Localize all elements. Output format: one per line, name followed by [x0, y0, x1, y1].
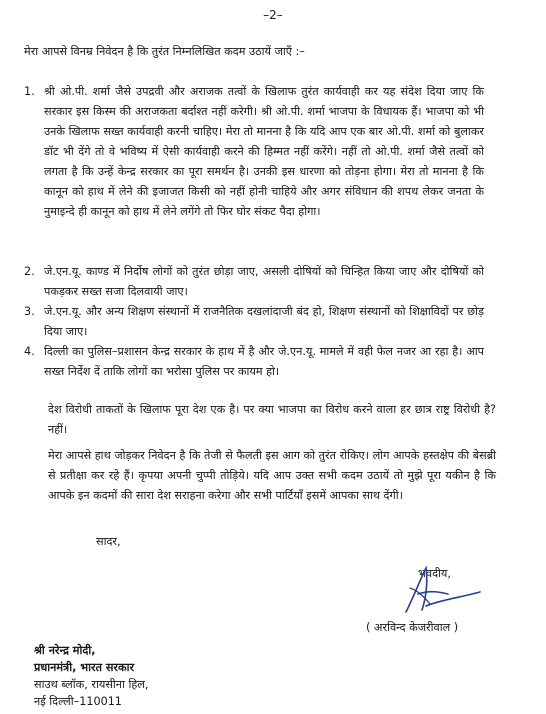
item-number-4: 4. [24, 345, 35, 358]
item-number-2: 2. [24, 265, 35, 278]
addressee-address-line2: नई दिल्ली–110011 [34, 695, 122, 708]
list-item-1: श्री ओ.पी. शर्मा जैसे उपद्रवी और अराजक तत्वों के खिलाफ तुरंत कार्यवाही कर यह संदेश दिया जाए कि सरकार इस किस्म की अराजकता बर्दाश्त नहीं करेगी। श्री ओ.पी. शर्मा भाजपा के विधायक हैं। भाजपा को भी उनके खिलाफ सख्त कार्यवाही करनी चाहिए। मेरा तो मानना है कि यदि आप एक बार ओ.पी. शर्मा को बुलाकर डॉट भी देंगे तो वे भविष्य में ऐसी कार्यवाही करने की हिम्मत नहीं करेंगे। नहीं तो ओ.पी. शर्मा जैसे तत्वों को लगता है कि उन्हें केन्द्र सरकार का पूरा समर्थन है। उनकी इस धारणा को तोड़ना होगा। मेरा तो मानना है कि कानून को हाथ में लेने की इजाजत किसी को नहीं होनी चाहिये और अगर संविधान की शपथ लेकर जनता के नुमाइन्दे ही कानून को हाथ में लेने लगेंगे तो फिर घोर संकट पैदा होगा। [44, 85, 484, 218]
list-item-2: जे.एन.यू. काण्ड में निर्दोष लोगों को तुरंत छोड़ा जाए, असली दोषियों को चिन्हित किया जाए और दोषियों को पकड़कर सख्त सजा दिलवायी जाए। [44, 265, 484, 298]
page-number: –2– [263, 8, 283, 22]
list-item-4: दिल्ली का पुलिस–प्रशासन केन्द्र सरकार के हाथ में है और जे.एन.यू. मामले में वही फेल नजर आ रहा है। आप सख्त निर्देश दें ताकि लोगों का भरोसा पुलिस पर कायम हो। [44, 345, 484, 378]
addressee-title: प्रधानमंत्री, भारत सरकार [34, 661, 135, 674]
signatory-name: ( अरविन्द केजरीवाल ) [366, 621, 459, 634]
yours-sincerely: भवदीय, [418, 567, 451, 580]
closing-salutation: सादर, [96, 535, 121, 548]
addressee-name: श्री नरेन्द्र मोदी, [34, 644, 96, 657]
paragraph-appeal: मेरा आपसे हाथ जोड़कर निवेदन है कि तेजी से फैलती इस आग को तुरंत रोकिए। लोग आपके हस्तक्षेप की बेसब्री से प्रतीक्षा कर रहे हैं। कृपया अपनी चुप्पी तोड़िये। यदि आप उक्त सभी कदम उठायें तो मुझे पूरा यकीन है कि आपके इन कदमों की सारा देश सराहना करेगा और सभी पार्टियाँ इसमें आपका साथ देंगी। [48, 449, 496, 502]
handwritten-signature [396, 560, 488, 620]
list-item-3: जे.एन.यू. और अन्य शिक्षण संस्थानों में राजनैतिक दखलांदाजी बंद हो, शिक्षण संस्थानों को शिक्षाविदों पर छोड़ दिया जाए। [44, 305, 484, 338]
paragraph-anti-national: देश विरोधी ताकतों के खिलाफ पूरा देश एक है। पर क्या भाजपा का विरोध करने वाला हर छात्र राष्ट्र विरोधी है? नहीं। [48, 403, 496, 436]
intro-line: मेरा आपसे विनम्र निवेदन है कि तुरंत निम्नलिखित कदम उठायें जाएँ :– [24, 45, 305, 58]
item-number-3: 3. [24, 305, 35, 318]
addressee-address-line1: साउथ ब्लॉक, रायसीना हिल, [34, 678, 149, 691]
item-number-1: 1. [24, 85, 35, 98]
